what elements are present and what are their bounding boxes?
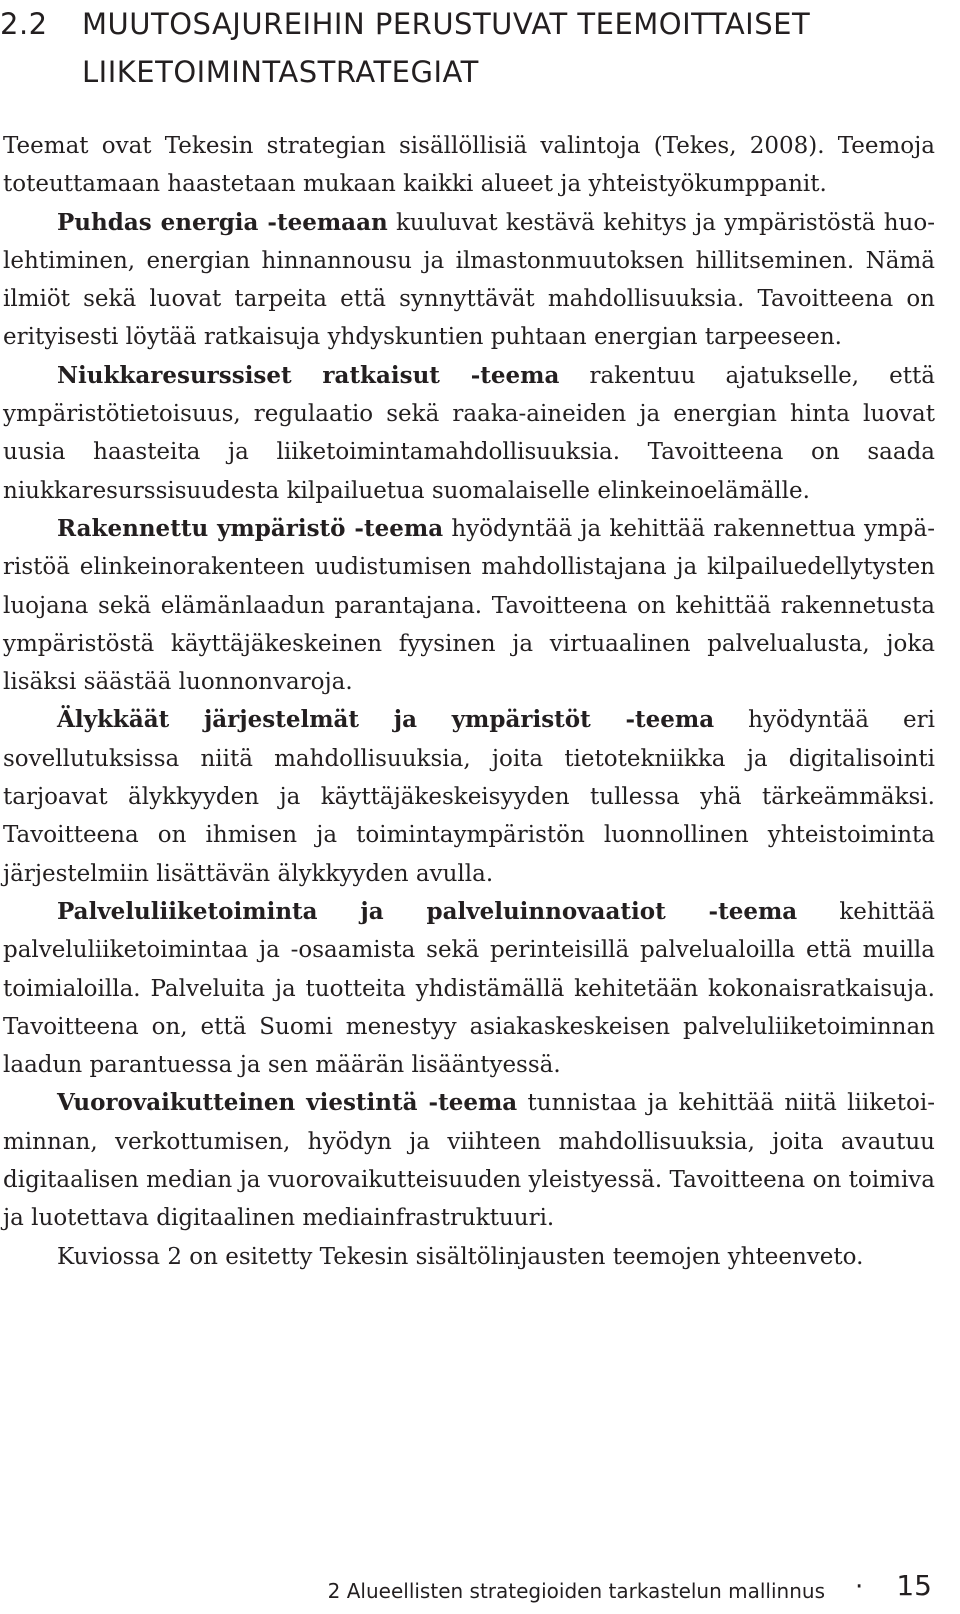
page-number: 15 bbox=[896, 1569, 932, 1602]
paragraph-intro bbox=[3, 127, 935, 204]
section-title-line-2: LIIKETOIMINTASTRATEGIAT bbox=[82, 55, 479, 89]
paragraph-niukkaresurssiset bbox=[3, 357, 935, 510]
paragraph-bold: Älykkäät järjestelmät ja ympäristöt -teema bbox=[57, 706, 715, 734]
paragraph-text: kehittää palveluliiketoimintaa ja -osaamista sekä perinteisillä palvelualoilla että muilla toimialoilla. Palveluita ja tuotteita yhdistämällä kehitetään kokonaisratkaisuja. Tavoitteena on, että Suomi menestyy asiakaskeskeisen palveluliiketoiminnan laadun parantuessa ja sen määrän lisääntyessä. bbox=[3, 898, 935, 1079]
footer-chapter-title: 2 Alueellisten strategioiden tarkastelun mallinnus bbox=[327, 1579, 825, 1603]
paragraph-rakennettu-ymparisto bbox=[3, 510, 935, 701]
paragraph-bold: Palveluliiketoiminta ja palveluinnovaatiot -teema bbox=[57, 897, 798, 925]
footer-separator: · bbox=[855, 1572, 864, 1602]
paragraph-text: rakentuu ajatukselle, että ympäristötietoisuus, regulaatio sekä raaka-aineiden ja energian hinta luovat uusia haasteita ja liiketoimintamahdollisuuksia. Tavoitteena on saada niukkaresurssisuudesta kilpailuetua suomalaiselle elinkeinoelämälle. bbox=[3, 362, 935, 504]
section-heading bbox=[0, 0, 920, 96]
paragraph-alykkaat-jarjestelmat bbox=[3, 701, 935, 892]
paragraph-bold: Rakennettu ympäristö -teema bbox=[57, 514, 444, 542]
paragraph-text: tunnistaa ja kehittää niitä liiketoiminnan, verkottumisen, hyödyn ja viihteen mahdollisuuksia, joita avautuu digitaalisen median ja vuorovaikutteisuuden yleistyessä. Tavoitteena on toimiva ja luotettava digitaalinen mediainfrastruktuuri. bbox=[3, 1090, 935, 1232]
page-footer bbox=[0, 1571, 932, 1611]
paragraph-bold: Niukkaresurssiset ratkaisut -teema bbox=[57, 361, 560, 389]
paragraph-palveluliiketoiminta bbox=[3, 893, 935, 1084]
paragraph-bold: Puhdas energia -teemaan bbox=[57, 208, 388, 236]
section-number: 2.2 bbox=[0, 7, 48, 41]
section-title-line-1: MUUTOSAJUREIHIN PERUSTUVAT TEEMOITTAISET bbox=[82, 7, 811, 41]
paragraph-vuorovaikutteinen-viestinta bbox=[3, 1084, 935, 1237]
body-text bbox=[3, 127, 935, 1276]
paragraph-kuvio-reference bbox=[3, 1238, 935, 1276]
paragraph-text: hyödyntää eri sovellutuksissa niitä mahdollisuuksia, joita tietotekniikka ja digitalisointi tarjoavat älykkyyden ja käyttäjäkeskeisyyden tullessa yhä tärkeämmäksi. Tavoitteena on ihmisen ja toimintaympäristön luonnollinen yhteistoiminta järjestelmiin lisättävän älykkyyden avulla. bbox=[3, 707, 935, 887]
paragraph-bold: Vuorovaikutteinen viestintä -teema bbox=[57, 1089, 518, 1117]
paragraph-text: kuuluvat kestävä kehitys ja ympäristöstä huolehtiminen, energian hinnannousu ja ilmastonmuutoksen hillitseminen. Nämä ilmiöt sekä luovat tarpeita että synnyttävät mahdollisuuksia. Tavoitteena on erityisesti löytää ratkaisuja yhdyskuntien puhtaan energian tarpeeseen. bbox=[3, 209, 935, 351]
paragraph-text: Teemat ovat Tekesin strategian sisällöllisiä valintoja (Tekes, 2008). Teemoja toteuttamaan haastetaan mukaan kaikki alueet ja yhteistyökumppanit. bbox=[3, 133, 935, 198]
paragraph-text: Kuviossa 2 on esitetty Tekesin sisältölinjausten teemojen yhteenveto. bbox=[57, 1243, 864, 1270]
paragraph-text: hyödyntää ja kehittää rakennettua ympäristöä elinkeinorakenteen uudistumisen mahdollistajana ja kilpailuedellytysten luojana sekä elämänlaadun parantajana. Tavoitteena on kehittää rakennetusta ympäristöstä käyttäjäkeskeinen fyysinen ja virtuaalinen palvelualusta, joka lisäksi säästää luonnonvaroja. bbox=[3, 515, 935, 696]
paragraph-puhdas-energia bbox=[3, 204, 935, 357]
